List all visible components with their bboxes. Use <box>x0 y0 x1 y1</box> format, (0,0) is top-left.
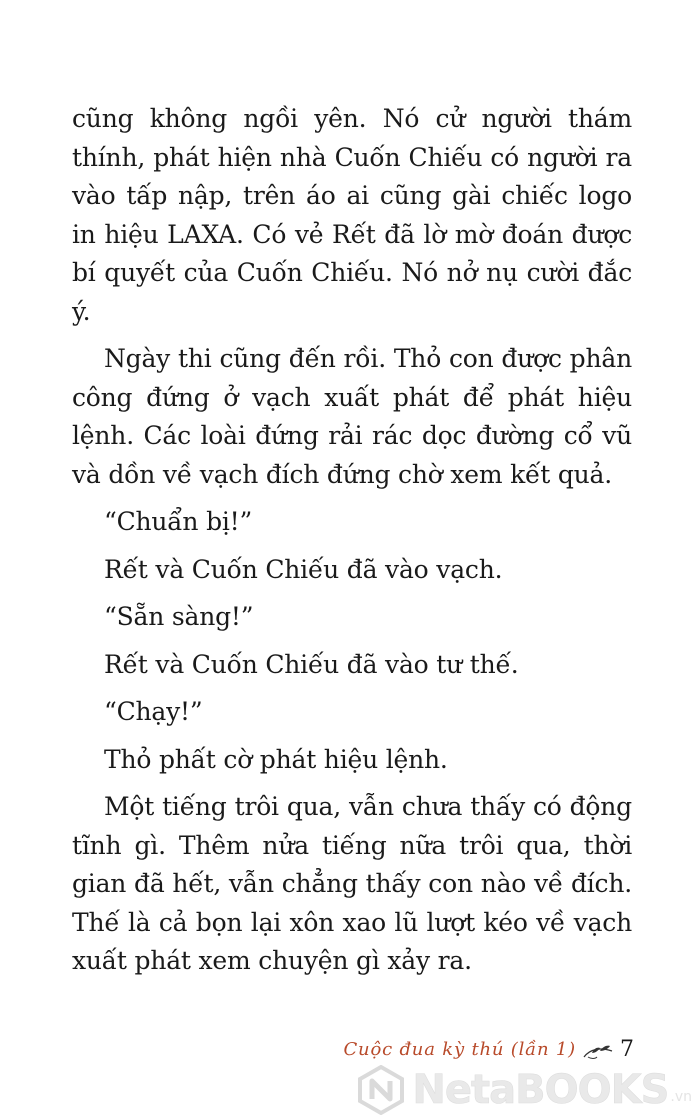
paragraph-4: Rết và Cuốn Chiếu đã vào tư thế. <box>104 649 519 679</box>
netabooks-logo-icon <box>356 1065 406 1115</box>
paragraph-6: Một tiếng trôi qua, vẫn chưa thấy có động tĩnh gì. Thêm nửa tiếng nữa trôi qua, thời gian đã hết, vẫn chẳng thấy con nào về đích. Thế là cả bọn lại xôn xao lũ lượt kéo về vạch xuất phát xem chuyện gì xảy ra. <box>72 792 632 975</box>
dialogue-line-1: “Chuẩn bị!” <box>104 507 253 536</box>
watermark <box>356 1065 692 1115</box>
running-title: Cuộc đua kỳ thú (lần 1) <box>343 1039 576 1060</box>
paragraph-3: Rết và Cuốn Chiếu đã vào vạch. <box>104 554 503 584</box>
watermark-text: NetaBOOKS <box>412 1067 669 1113</box>
leaf-ornament-icon <box>582 1043 614 1063</box>
paragraph-1: cũng không ngồi yên. Nó cử người thám thính, phát hiện nhà Cuốn Chiếu có người ra vào tấp nập, trên áo ai cũng gài chiếc logo in hiệu LAXA. Có vẻ Rết đã lờ mờ đoán được bí quyết của Cuốn Chiếu. Nó nở nụ cười đắc ý. <box>72 104 632 326</box>
watermark-suffix: .vn <box>670 1089 692 1105</box>
dialogue-line-3: “Chạy!” <box>104 697 203 726</box>
paragraph-2: Ngày thi cũng đến rồi. Thỏ con được phân công đứng ở vạch xuất phát để phát hiệu lệnh. Các loài đứng rải rác dọc đường cổ vũ và dồn về vạch đích đứng chờ xem kết quả. <box>72 344 632 489</box>
page-number: 7 <box>620 1037 634 1062</box>
paragraph-5: Thỏ phất cờ phát hiệu lệnh. <box>104 744 448 774</box>
page-body <box>72 100 632 981</box>
dialogue-line-2: “Sẵn sàng!” <box>104 602 254 631</box>
